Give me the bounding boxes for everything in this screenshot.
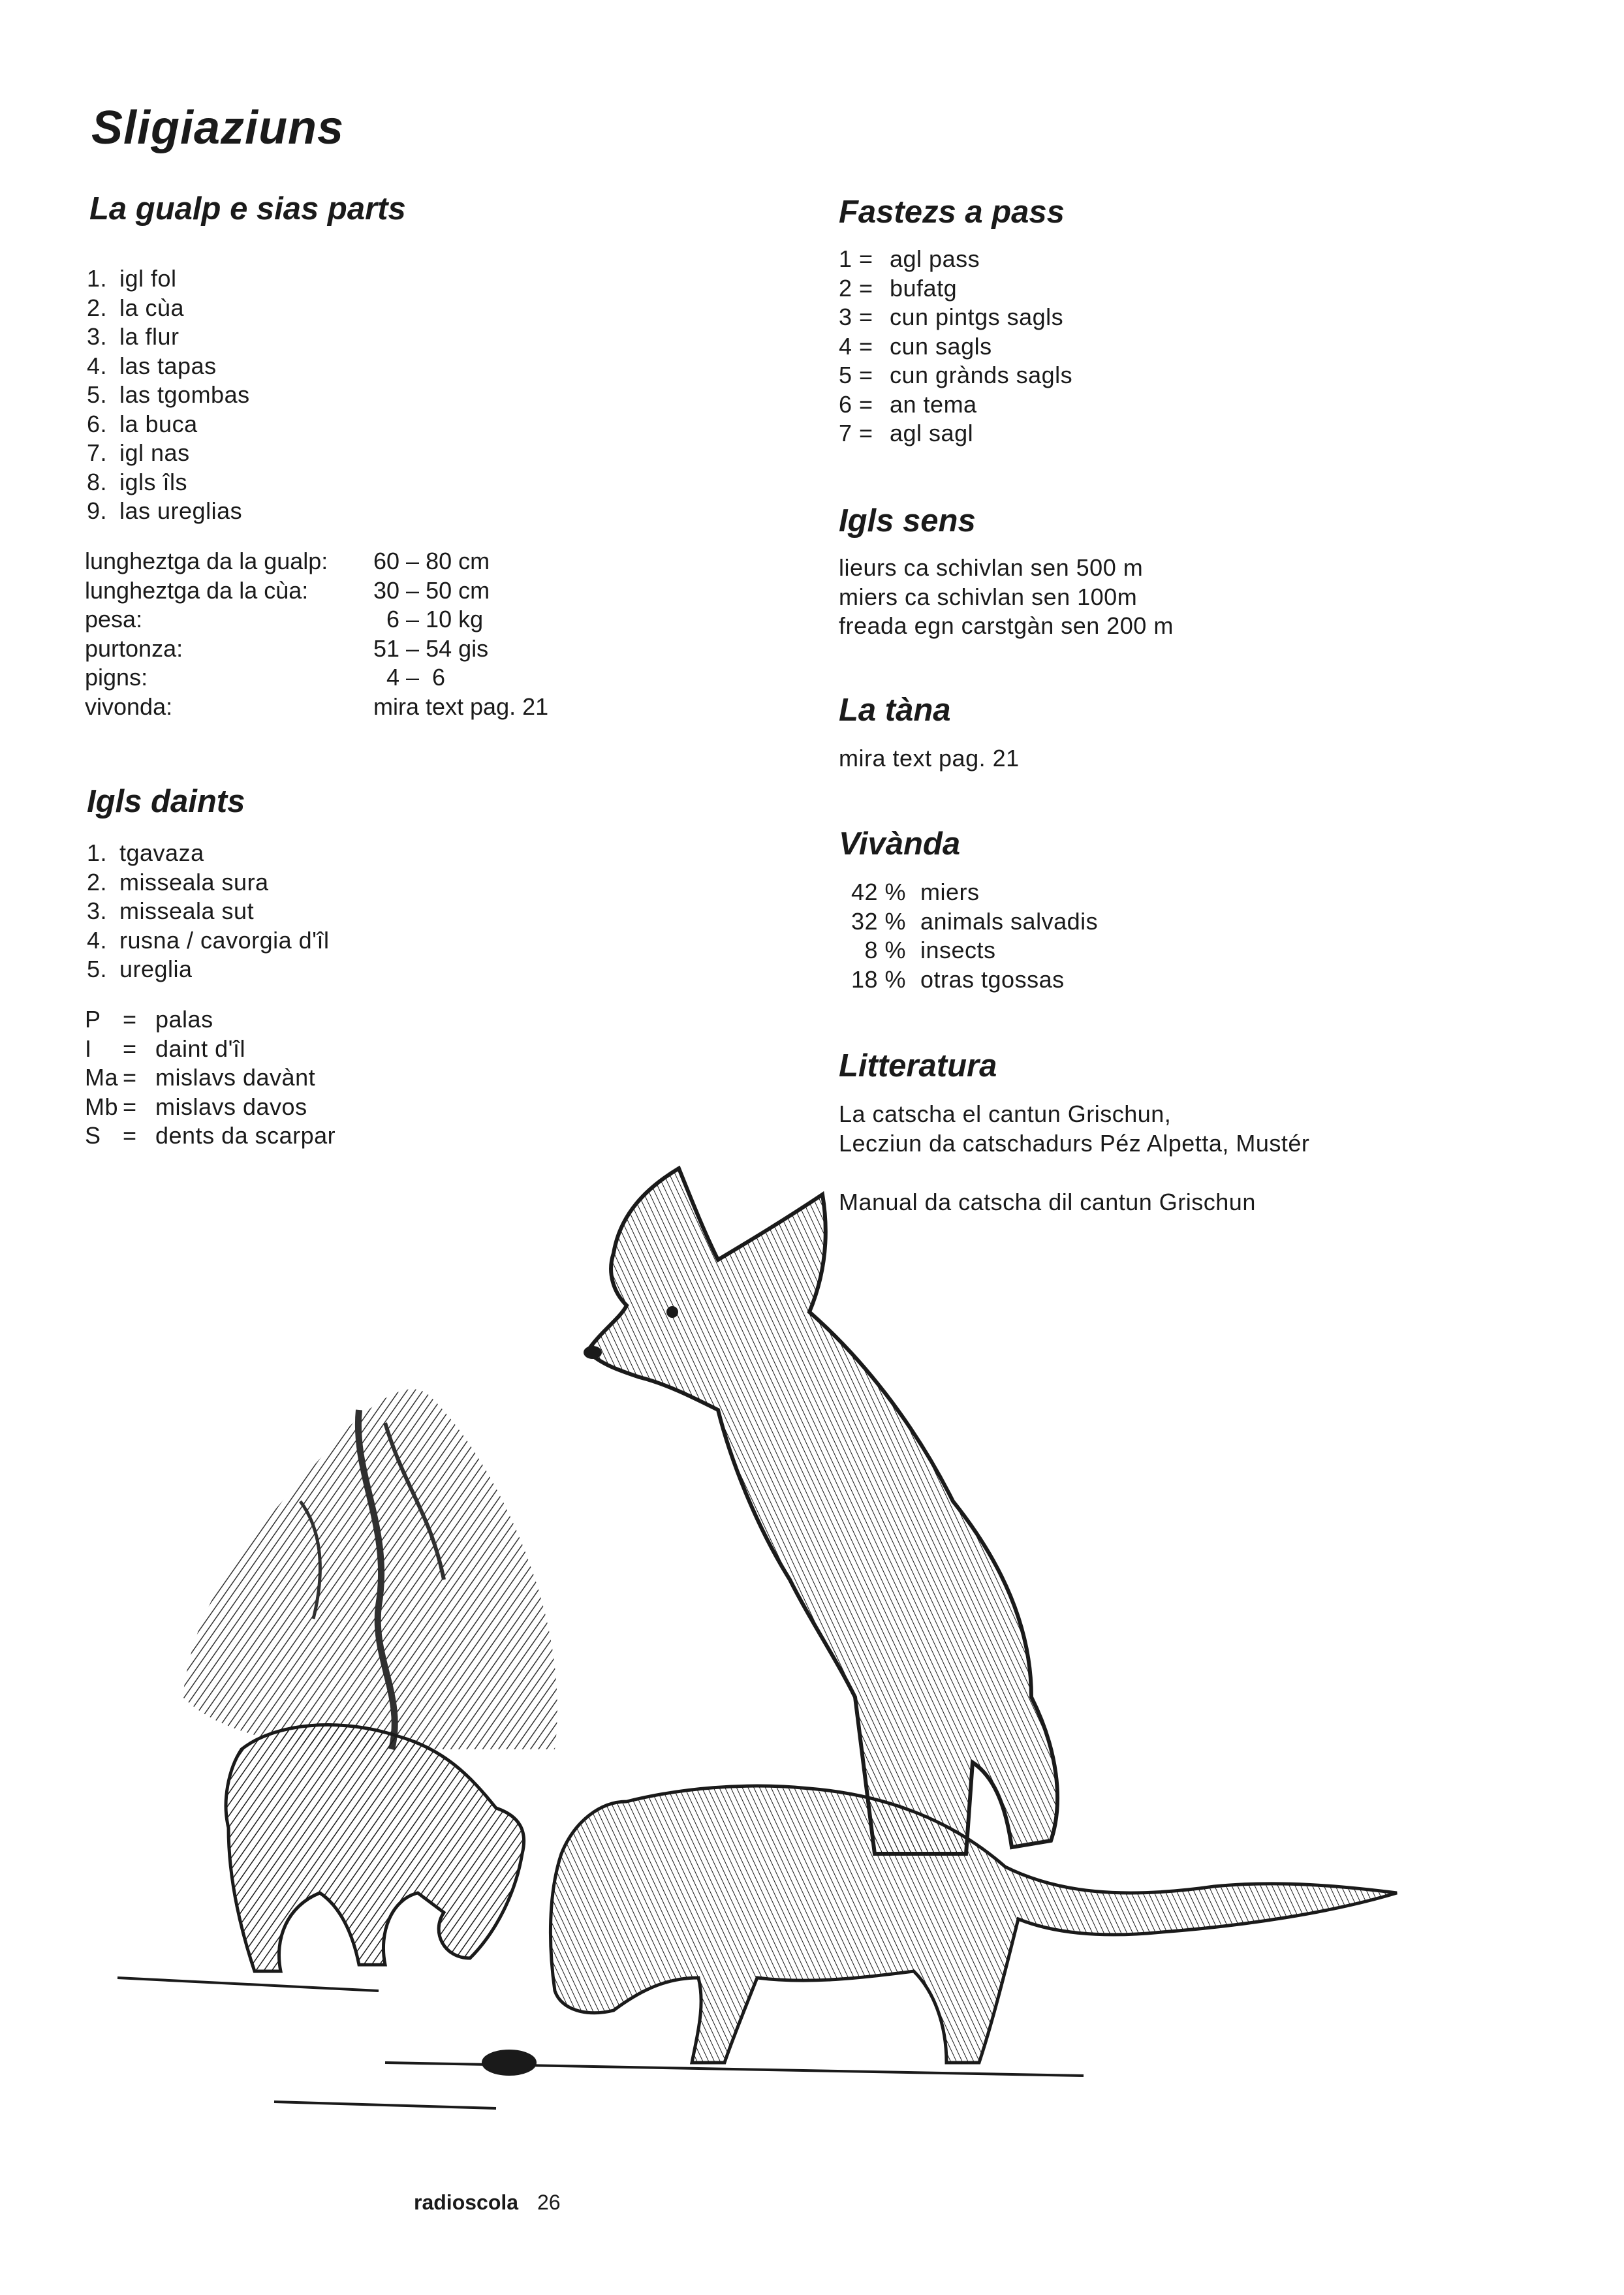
list-item: miers ca schivlan sen 100m [839, 583, 1138, 610]
teeth-heading: Igls daints [87, 784, 245, 819]
list-item [87, 322, 250, 352]
item-number: 7 = [839, 420, 873, 446]
list-item [87, 897, 330, 926]
legend-text: mislavs davànt [155, 1064, 316, 1091]
legend-equals: = [123, 1093, 137, 1120]
literature-heading: Litteratura [839, 1048, 997, 1084]
gaits-list [839, 245, 1072, 448]
list-item: lieurs ca schivlan sen 500 m [839, 554, 1144, 581]
item-number: 6. [87, 410, 108, 437]
item-text: agl pass [890, 245, 980, 272]
stat-row [85, 605, 548, 634]
item-number: 4. [87, 352, 108, 379]
item-text: cun sagls [890, 332, 992, 360]
list-item [834, 907, 1098, 937]
legend-equals: = [123, 1035, 137, 1062]
list-item: Lecziun da catschadurs Péz Alpetta, Mustér [839, 1129, 1310, 1157]
item-text: tgavaza [119, 839, 204, 866]
item-number: 4 = [839, 332, 873, 360]
page-number: 26 [537, 2191, 561, 2214]
item-text: las tgombas [119, 381, 250, 408]
senses-list [839, 554, 1174, 641]
fox-stats-table [85, 547, 548, 721]
legend-equals: = [123, 1122, 137, 1149]
item-percent: 18 % [851, 965, 906, 993]
list-item [834, 878, 1098, 907]
stat-row [85, 576, 548, 606]
teeth-legend [85, 1005, 336, 1151]
item-text: las tapas [119, 352, 217, 379]
item-text: la cùa [119, 294, 185, 321]
item-text: igl nas [119, 439, 190, 466]
item-number: 9. [87, 497, 108, 524]
list-item [839, 303, 1072, 332]
legend-text: dents da scarpar [155, 1122, 336, 1149]
item-number: 1. [87, 265, 108, 292]
list-item [839, 361, 1072, 390]
legend-abbr: I [85, 1035, 92, 1062]
item-text: cun pintgs sagls [890, 304, 1064, 330]
cub-right [550, 1786, 1397, 2063]
list-item [839, 274, 1072, 304]
legend-item [85, 1035, 336, 1064]
item-number: 3. [87, 898, 108, 924]
diet-heading: Vivànda [839, 826, 961, 862]
stat-value: 30 – 50 cm [373, 576, 490, 604]
item-text: igls îls [119, 468, 188, 495]
stat-value: mira text pag. 21 [373, 693, 549, 720]
item-text: la flur [119, 323, 180, 350]
item-text: igl fol [119, 265, 177, 292]
list-item [87, 264, 250, 294]
stat-label: lungheztga da la cùa: [85, 576, 309, 604]
item-text: agl sagl [890, 420, 974, 446]
list-item [87, 410, 250, 439]
stat-label: lungheztga da la gualp: [85, 548, 328, 574]
list-item [87, 955, 330, 984]
legend-abbr: Ma [85, 1064, 119, 1091]
item-number: 1 = [839, 245, 873, 272]
list-item: freada egn carstgàn sen 200 m [839, 612, 1174, 639]
list-item [834, 936, 1098, 965]
list-item [839, 245, 1072, 274]
fox-family-illustration [104, 1162, 1508, 2200]
fox-parts-list [87, 264, 250, 526]
list-item [87, 497, 250, 526]
list-item: La catscha el cantun Grischun, [839, 1101, 1172, 1127]
legend-equals: = [123, 1064, 137, 1091]
item-text: animals salvadis [920, 907, 1099, 935]
item-number: 7. [87, 439, 108, 466]
list-item [87, 381, 250, 410]
item-percent: 42 % [851, 879, 906, 905]
item-percent: 8 % [864, 937, 906, 963]
stat-row [85, 547, 548, 576]
cub-left [226, 1725, 524, 1971]
item-number: 5 = [839, 362, 873, 388]
stat-value: 6 – 10 kg [373, 606, 484, 632]
stat-value: 51 – 54 gis [373, 634, 489, 662]
list-item [87, 839, 330, 868]
item-text: las ureglias [119, 497, 243, 524]
item-number: 1. [87, 839, 108, 866]
teeth-list [87, 839, 330, 984]
legend-abbr: S [85, 1122, 101, 1149]
fox-parts-heading: La gualp e sias parts [89, 191, 406, 226]
legend-abbr: Mb [85, 1093, 119, 1120]
legend-text: daint d'îl [155, 1035, 245, 1062]
item-text: miers [920, 879, 980, 905]
item-text: misseala sut [119, 898, 255, 924]
item-number: 5. [87, 956, 108, 982]
item-text: otras tgossas [920, 965, 1065, 993]
gaits-heading: Fastezs a pass [839, 195, 1065, 230]
stat-label: purtonza: [85, 634, 183, 662]
item-number: 3. [87, 323, 108, 350]
list-item [87, 352, 250, 381]
stat-row [85, 634, 548, 664]
legend-text: palas [155, 1006, 213, 1033]
stat-label: pesa: [85, 606, 143, 632]
stat-row [85, 693, 548, 722]
list-item [839, 332, 1072, 362]
item-text: cun grànds sagls [890, 362, 1073, 388]
item-number: 5. [87, 381, 108, 408]
stat-value: 60 – 80 cm [373, 548, 490, 574]
item-text: rusna / cavorgia d'îl [119, 926, 330, 954]
item-text: misseala sura [119, 868, 269, 896]
diet-list [834, 878, 1098, 994]
list-item [87, 868, 330, 898]
den-bushes [183, 1389, 557, 1749]
literature-extra: Manual da catscha dil cantun Grischun [839, 1189, 1256, 1215]
item-text: ureglia [119, 956, 193, 982]
stat-row [85, 663, 548, 693]
den-text: mira text pag. 21 [839, 745, 1020, 772]
list-item [834, 965, 1098, 995]
stat-label: vivonda: [85, 693, 173, 720]
den-heading: La tàna [839, 693, 951, 728]
list-item [87, 926, 330, 956]
legend-item [85, 1005, 336, 1035]
item-text: la buca [119, 410, 198, 437]
legend-item [85, 1093, 336, 1122]
legend-item [85, 1063, 336, 1093]
item-number: 4. [87, 926, 108, 954]
item-number: 2 = [839, 274, 873, 302]
page-title: Sligiaziuns [91, 102, 345, 154]
item-number: 8. [87, 468, 108, 495]
item-text: an tema [890, 390, 977, 418]
list-item [839, 390, 1072, 420]
item-number: 2. [87, 294, 108, 321]
item-number: 3 = [839, 304, 873, 330]
list-item [87, 294, 250, 323]
stat-label: pigns: [85, 664, 148, 691]
literature-list [839, 1100, 1309, 1158]
item-number: 2. [87, 868, 108, 896]
page-footer [414, 2191, 561, 2215]
legend-item [85, 1121, 336, 1151]
legend-equals: = [123, 1006, 137, 1033]
item-text: insects [920, 937, 996, 963]
adult-fox [584, 1168, 1057, 1854]
list-item [87, 468, 250, 497]
senses-heading: Igls sens [839, 503, 976, 539]
legend-abbr: P [85, 1006, 101, 1033]
item-percent: 32 % [851, 907, 906, 935]
stat-value: 4 – 6 [373, 664, 446, 691]
publication-name: radioscola [414, 2191, 519, 2214]
item-text: bufatg [890, 274, 958, 302]
list-item [839, 419, 1072, 448]
item-number: 6 = [839, 390, 873, 418]
list-item [87, 439, 250, 468]
legend-text: mislavs davos [155, 1093, 307, 1120]
